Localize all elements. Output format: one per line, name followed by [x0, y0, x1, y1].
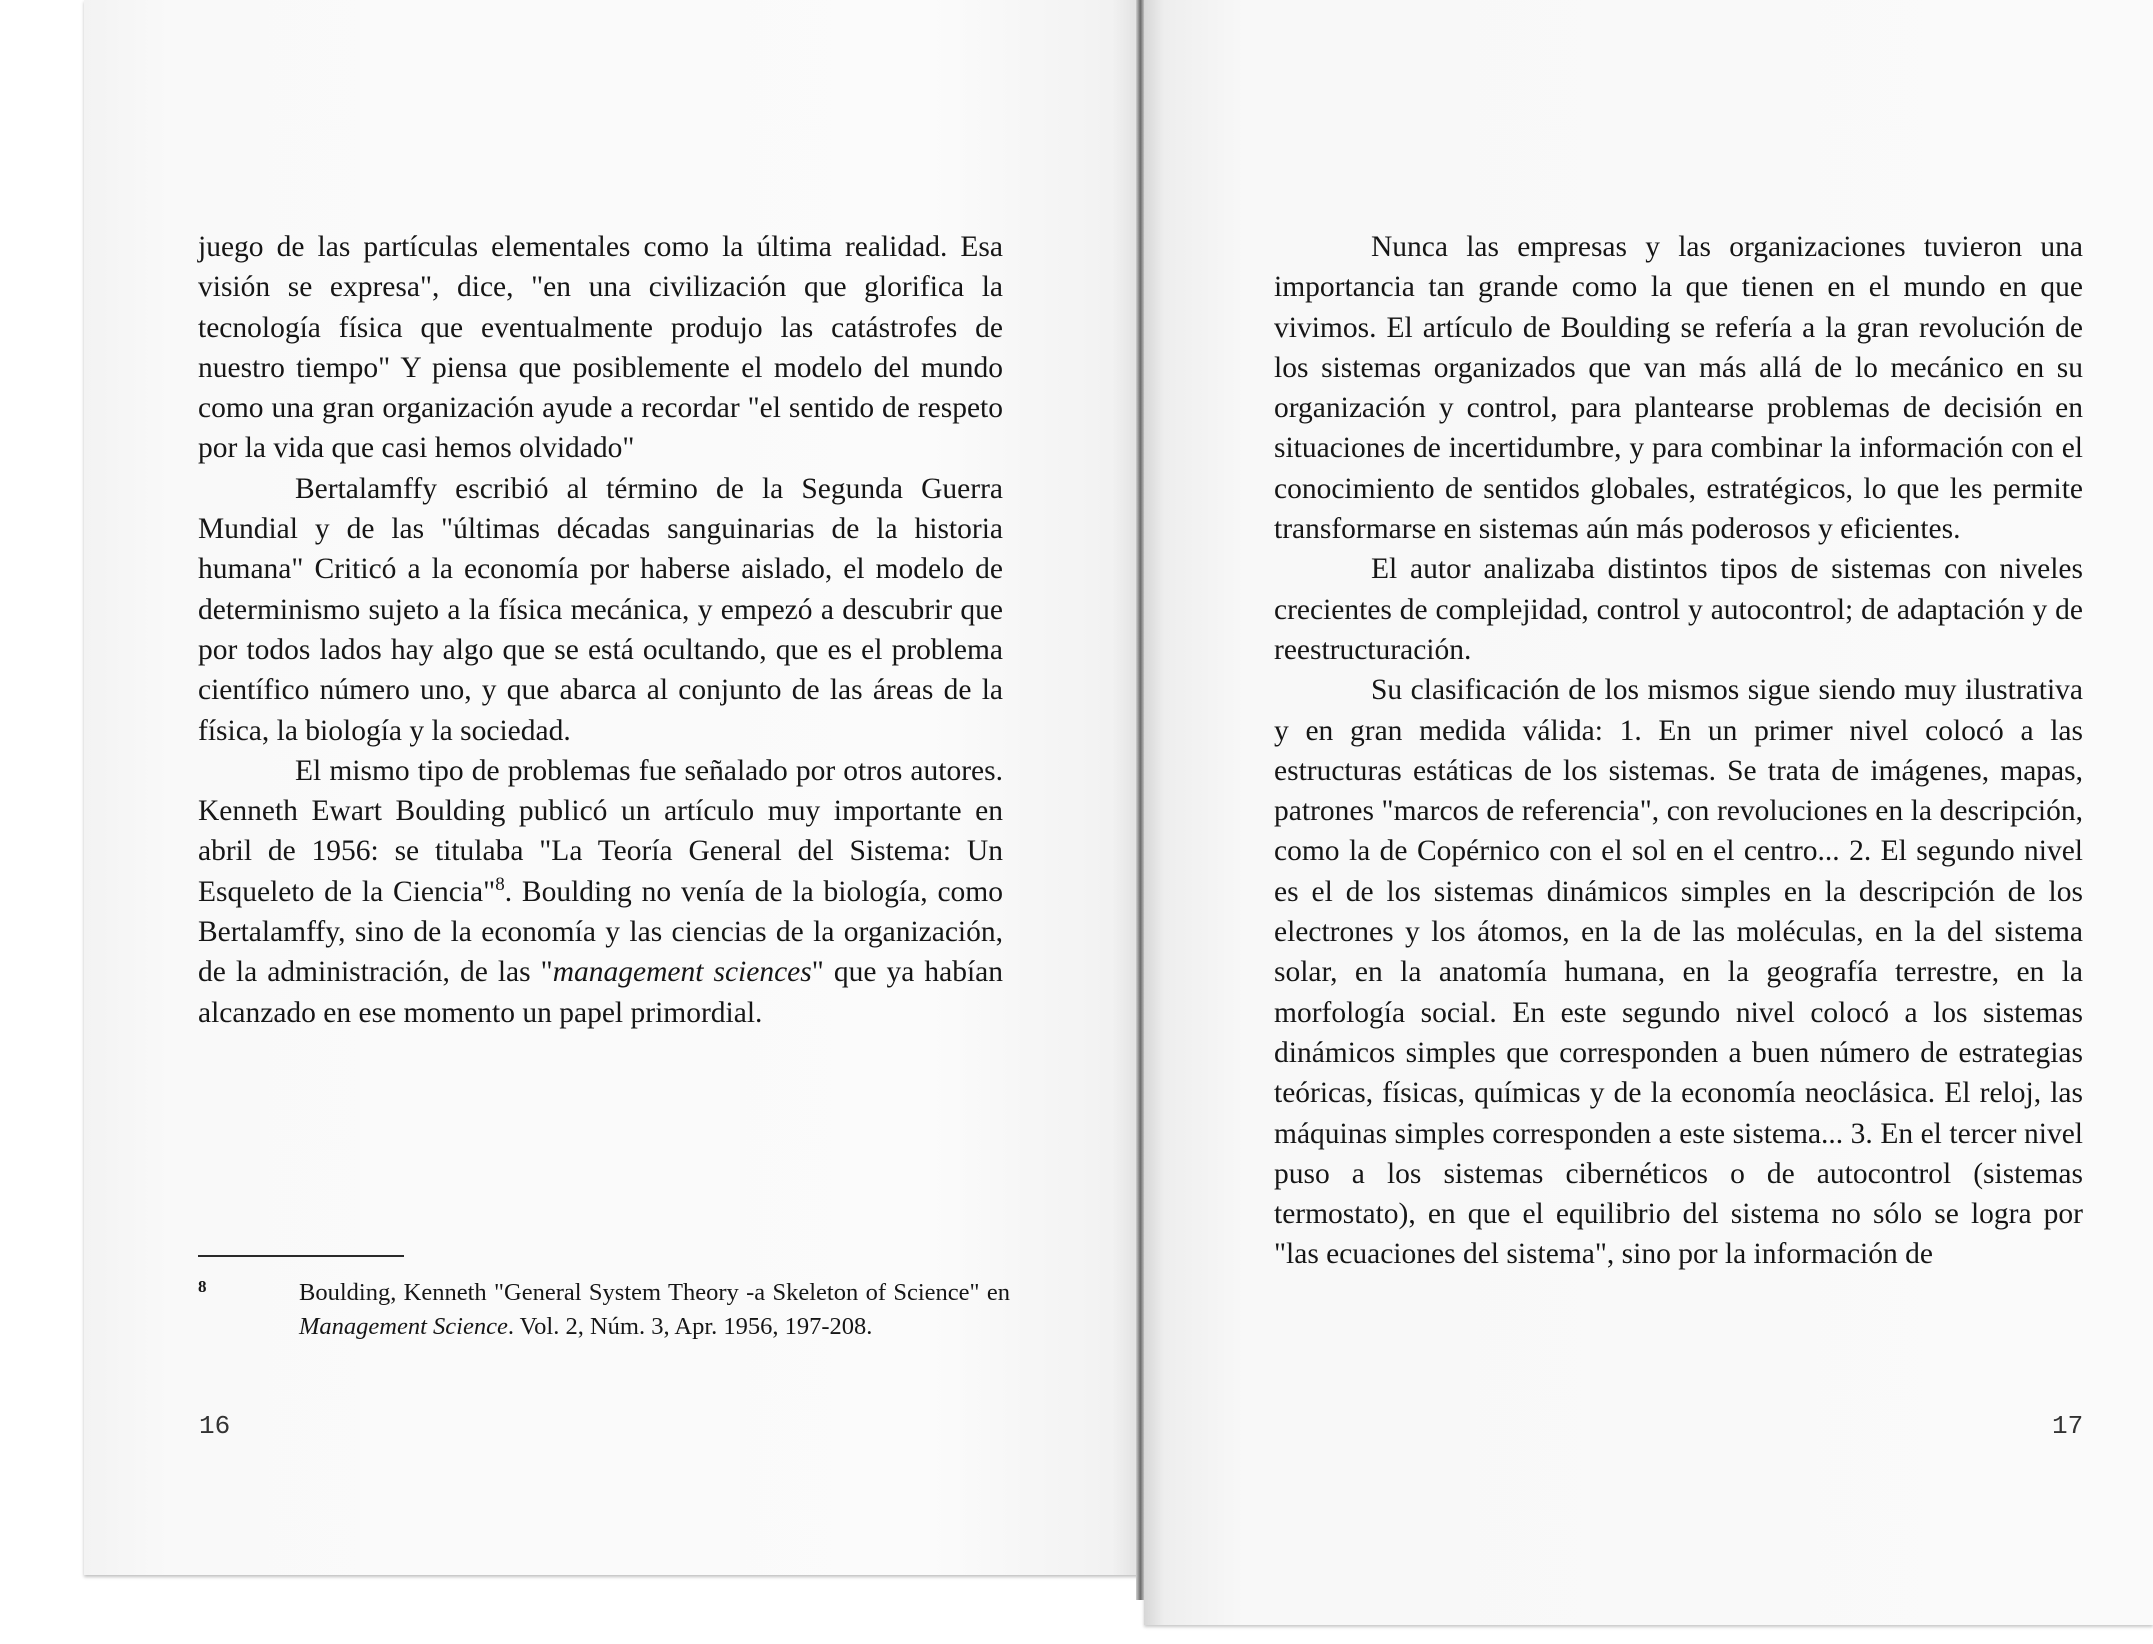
- text-run: El mismo tipo de problemas fue señalado por otros autores. Kenneth Ewart Boulding publicó un artículo muy importante en abril de 1956: se titulaba "La Teoría General del Sistema: Un Esqueleto de la Ciencia": [198, 754, 1003, 908]
- footnote: [198, 1276, 1010, 1344]
- italic-text: Management Science: [299, 1313, 508, 1340]
- text-run: " que ya habían alcanzado en ese momento un papel primordial.: [198, 956, 1003, 1029]
- text-run: Su clasificación de los mismos sigue siendo muy ilustrativa y en gran medida válida: 1. En un primer nivel colocó a las estructuras estáticas de los sistemas. Se trata de imágenes, mapas, patrones "marcos de referencia", con revoluciones en la descripción, como la de Copérnico con el sol en el centro... 2. El segundo nivel es el de los sistemas dinámicos simples en la descripción de los electrones y los átomos, en la de las moléculas, en la del sistema solar, en la anatomía humana, en la geografía terrestre, en la morfología social. En este segundo nivel colocó a los sistemas dinámicos simples que corresponden a buen número de estrategias teóricas, físicas, químicas y de la economía neoclásica. El reloj, las máquinas simples corresponden a este sistema... 3. En el tercer nivel puso a los sistemas cibernéticos o de autocontrol (sistemas termostato), en que el equilibrio del sistema no sólo se logra por "las ecuaciones del sistema", sino por la información de: [1274, 674, 2083, 1271]
- book-gutter: [1136, 0, 1144, 1600]
- page-number-left: 16: [199, 1411, 231, 1441]
- text-run: . Boulding no venía de la biología, como Bertalamffy, sino de la economía y las ciencias de la organización, de la administración, de las ": [198, 875, 1003, 989]
- footnote-reference: 8: [495, 873, 505, 895]
- footnote-text: [299, 1276, 1010, 1344]
- right-page-text: [1274, 227, 2083, 1275]
- italic-text: management sciences: [552, 956, 812, 989]
- text-run: El autor analizaba distintos tipos de sistemas con niveles crecientes de complejidad, control y autocontrol; de adaptación y de reestructuración.: [1274, 553, 2083, 666]
- page-number-right: 17: [2052, 1411, 2084, 1441]
- left-paragraph-1: [198, 227, 1003, 469]
- text-run: Boulding, Kenneth "General System Theory -a Skeleton of Science" en: [299, 1279, 1010, 1306]
- footnote-marker: 8: [198, 1277, 207, 1296]
- text-run: Nunca las empresas y las organizaciones tuvieron una importancia tan grande como la que tienen en el mundo en que vivimos. El artículo de Boulding se refería a la gran revolución de los sistemas organizados que van más allá de lo mecánico en su organización y control, para plantearse problemas de decisión en situaciones de incertidumbre, y para combinar la información con el conocimiento de sentidos globales, estratégicos, lo que les permite transformarse en sistemas aún más poderosos y eficientes.: [1274, 231, 2083, 546]
- text-run: Bertalamffy escribió al término de la Segunda Guerra Mundial y de las "últimas décadas sanguinarias de la historia humana" Criticó a la economía por haberse aislado, el modelo de determinismo sujeto a la física mecánica, y empezó a descubrir que por todos lados hay algo que se está ocultando, que es el problema científico número uno, y que abarca al conjunto de las áreas de la física, la biología y la sociedad.: [198, 472, 1003, 747]
- text-run: juego de las partículas elementales como la última realidad. Esa visión se expresa", dice, "en una civilización que glorifica la tecnología física que eventualmente produjo las catástrofes de nuestro tiempo" Y piensa que posiblemente el modelo del mundo como una gran organización ayude a recordar "el sentido de respeto por la vida que casi hemos olvidado": [198, 231, 1003, 465]
- left-paragraph-2: [198, 469, 1003, 751]
- right-paragraph-3: [1274, 670, 2083, 1274]
- left-page-text: [198, 227, 1003, 1033]
- right-paragraph-2: [1274, 549, 2083, 670]
- right-paragraph-1: [1274, 227, 2083, 549]
- left-paragraph-3: [198, 751, 1003, 1033]
- footnote-rule: [198, 1255, 404, 1257]
- text-run: . Vol. 2, Núm. 3, Apr. 1956, 197-208.: [507, 1313, 873, 1340]
